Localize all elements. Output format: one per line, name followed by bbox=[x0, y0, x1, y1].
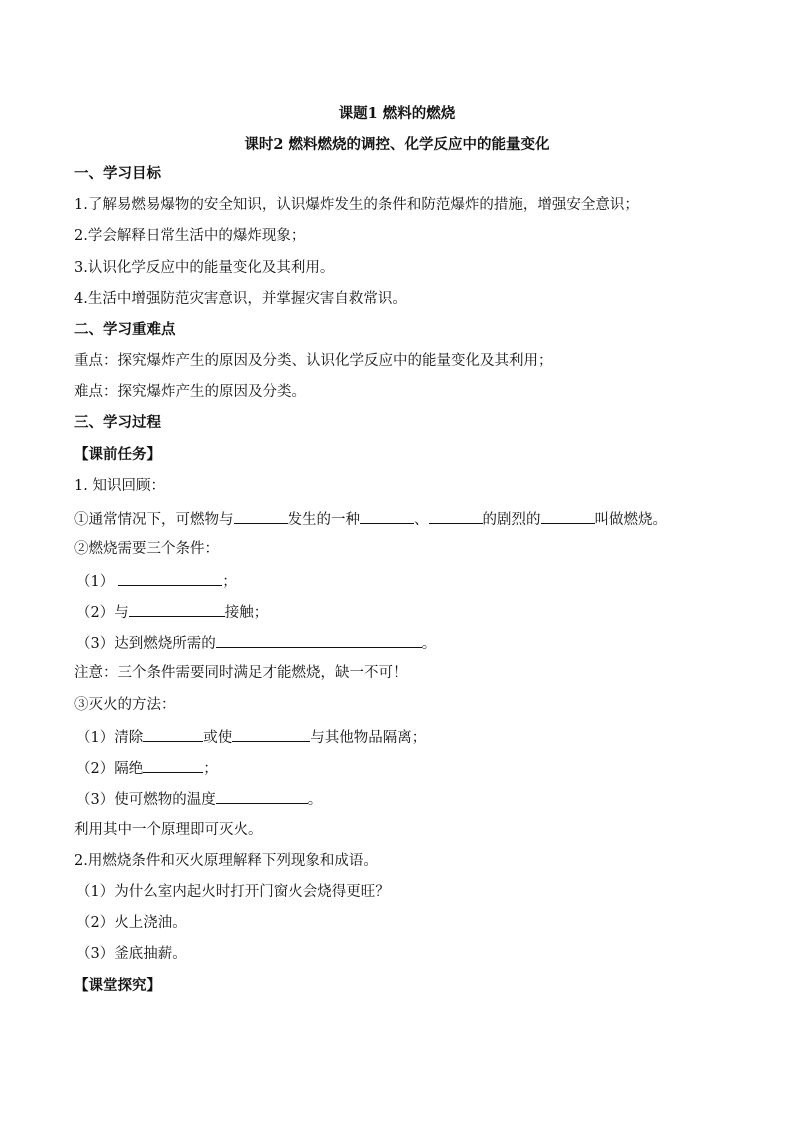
principle-note: 利用其中一个原理即可灭火。 bbox=[74, 822, 263, 838]
note-text: 注意：三个条件需要同时满足才能燃烧，缺一不可！ bbox=[74, 665, 408, 681]
cond2-text-a: （2）与 bbox=[76, 605, 129, 621]
answer-blank[interactable] bbox=[232, 726, 310, 742]
cond2-text-b: 接触； bbox=[224, 605, 269, 621]
q1-text-d: 的剧烈的 bbox=[482, 512, 541, 528]
answer-blank[interactable] bbox=[216, 632, 422, 648]
extinguish-method-2 bbox=[76, 757, 218, 779]
goal-item-2: 2.学会解释日常生活中的爆炸现象； bbox=[74, 228, 306, 244]
explain-item-3: （3）釜底抽薪。 bbox=[76, 946, 187, 962]
answer-blank[interactable] bbox=[429, 508, 483, 524]
section-key-heading: 二、学习重难点 bbox=[74, 321, 176, 338]
extinguish-method-3 bbox=[76, 788, 322, 810]
ext1-text-b: 或使 bbox=[203, 730, 233, 746]
explain-intro: 2.用燃烧条件和灭火原理解释下列现象和成语。 bbox=[74, 853, 378, 869]
section-goals-heading: 一、学习目标 bbox=[74, 165, 161, 182]
ext3-text-b: 。 bbox=[307, 792, 323, 808]
answer-blank[interactable] bbox=[234, 508, 288, 524]
ext1-text-c: 与其他物品隔离； bbox=[310, 730, 427, 746]
condition-3 bbox=[76, 632, 436, 654]
class-explore-heading: 【课堂探究】 bbox=[74, 977, 161, 994]
pre-task-heading: 【课前任务】 bbox=[74, 446, 161, 463]
cond1-text-b: ； bbox=[222, 574, 237, 590]
section-process-heading: 三、学习过程 bbox=[74, 414, 161, 431]
q1-text-c: 、 bbox=[414, 512, 429, 528]
answer-blank[interactable] bbox=[360, 508, 414, 524]
explain-item-2: （2）火上浇油。 bbox=[76, 915, 187, 931]
conditions-label: ②燃烧需要三个条件： bbox=[74, 541, 219, 557]
goal-item-4: 4.生活中增强防范灾害意识，并掌握灾害自救常识。 bbox=[74, 291, 407, 307]
cond3-text-b: 。 bbox=[421, 636, 437, 652]
difficult-point: 难点：探究爆炸产生的原因及分类。 bbox=[74, 384, 306, 400]
explain-item-1: （1）为什么室内起火时打开门窗火会烧得更旺？ bbox=[76, 884, 390, 900]
answer-blank[interactable] bbox=[143, 726, 203, 742]
review-label: 1. 知识回顾： bbox=[74, 478, 165, 494]
goal-item-1: 1.了解易燃易爆物的安全知识，认识爆炸发生的条件和防范爆炸的措施，增强安全意识； bbox=[74, 197, 639, 213]
ext3-text-a: （3）使可燃物的温度 bbox=[76, 792, 216, 808]
cond1-text-a: （1） bbox=[76, 574, 115, 590]
answer-blank[interactable] bbox=[129, 601, 225, 617]
condition-1 bbox=[76, 570, 237, 592]
extinguish-method-1 bbox=[76, 726, 426, 748]
extinguish-label: ③灭火的方法： bbox=[74, 697, 176, 713]
question-combustion-definition bbox=[74, 508, 667, 530]
answer-blank[interactable] bbox=[143, 757, 203, 773]
answer-blank[interactable] bbox=[118, 570, 222, 586]
lesson-subtitle: 课时2 燃料燃烧的调控、化学反应中的能量变化 bbox=[244, 136, 550, 153]
q1-text-e: 叫做燃烧。 bbox=[594, 512, 667, 528]
ext1-text-a: （1）清除 bbox=[76, 730, 144, 746]
answer-blank[interactable] bbox=[216, 788, 308, 804]
condition-2 bbox=[76, 601, 268, 623]
ext2-text-b: ； bbox=[203, 761, 218, 777]
ext2-text-a: （2）隔绝 bbox=[76, 761, 144, 777]
goal-item-3: 3.认识化学反应中的能量变化及其利用。 bbox=[74, 260, 335, 276]
key-point: 重点：探究爆炸产生的原因及分类、认识化学反应中的能量变化及其利用； bbox=[74, 353, 553, 369]
cond3-text-a: （3）达到燃烧所需的 bbox=[76, 636, 216, 652]
answer-blank[interactable] bbox=[541, 508, 595, 524]
q1-text-b: 发生的一种 bbox=[287, 512, 360, 528]
lesson-title: 课题1 燃料的燃烧 bbox=[338, 105, 456, 122]
q1-text-a: ①通常情况下，可燃物与 bbox=[74, 512, 234, 528]
